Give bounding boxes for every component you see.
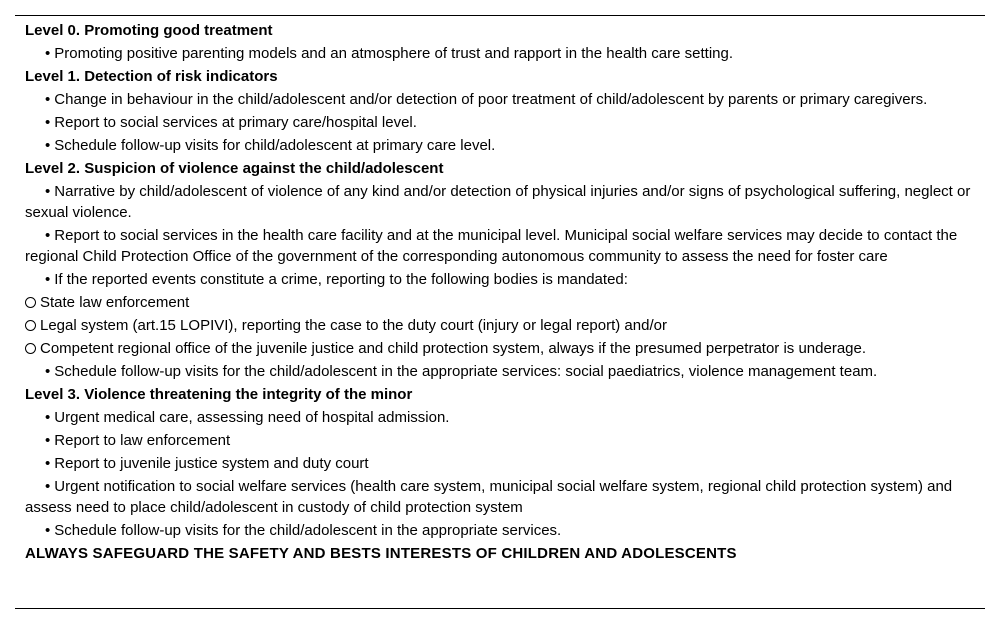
sub-list-item [25,337,975,360]
bullet-icon: • [45,114,51,131]
safeguard-footer: ALWAYS SAFEGUARD THE SAFETY AND BESTS INTERESTS OF CHILDREN AND ADOLESCENTS [25,545,737,562]
level-3-heading: Level 3. Violence threatening the integrity of the minor [25,386,413,403]
list-item-text: Urgent notification to social welfare services (health care system, municipal social welfare system, regional child protection system) and assess need to place child/adolescent in custody of child protection system [25,478,953,516]
list-item [25,452,975,475]
list-item-text: Schedule follow-up visits for the child/adolescent in the appropriate services. [54,522,562,539]
list-item [25,111,975,134]
bullet-icon: • [45,45,51,62]
bullet-icon: • [45,409,51,426]
bullet-icon: • [45,432,51,449]
list-item-text: Report to juvenile justice system and duty court [54,455,369,472]
list-item [25,360,975,383]
list-item-text: Urgent medical care, assessing need of hospital admission. [54,409,450,426]
list-item-text: Report to law enforcement [54,432,231,449]
circle-bullet-icon [25,343,36,354]
list-item-text: Schedule follow-up visits for child/adolescent at primary care level. [54,137,496,154]
list-item-text: Report to social services in the health care facility and at the municipal level. Municipal social welfare services may decide to contact the regional Child Protection Office of the government of the corresponding autonomous community to assess the need for foster care [25,227,958,265]
list-item-text: Schedule follow-up visits for the child/adolescent in the appropriate services: social paediatrics, violence management team. [54,363,878,380]
level-1-heading: Level 1. Detection of risk indicators [25,68,278,85]
level-0-heading: Level 0. Promoting good treatment [25,22,273,39]
bullet-icon: • [45,455,51,472]
bullet-icon: • [45,271,51,288]
bullet-icon: • [45,227,51,244]
circle-bullet-icon [25,320,36,331]
level-2-heading: Level 2. Suspicion of violence against the child/adolescent [25,160,444,177]
list-item-text: Promoting positive parenting models and an atmosphere of trust and rapport in the health care setting. [54,45,734,62]
bullet-icon: • [45,137,51,154]
sub-list-item-text: State law enforcement [40,294,190,311]
list-item [25,88,975,111]
list-item-text: Report to social services at primary care/hospital level. [54,114,417,131]
list-item [25,429,975,452]
list-item-text: If the reported events constitute a crime, reporting to the following bodies is mandated: [54,271,628,288]
list-item [25,180,975,224]
bullet-icon: • [45,522,51,539]
circle-bullet-icon [25,297,36,308]
sub-list-item [25,314,975,337]
list-item-text: Narrative by child/adolescent of violence of any kind and/or detection of physical injuries and/or signs of psychological suffering, neglect or sexual violence. [25,183,971,221]
protocol-table [15,15,985,609]
sub-list-item-text: Competent regional office of the juvenile justice and child protection system, always if the presumed perpetrator is underage. [40,340,867,357]
list-item-text: Change in behaviour in the child/adolescent and/or detection of poor treatment of child/adolescent by parents or primary caregivers. [54,91,928,108]
list-item [25,268,975,291]
sub-list-item-text: Legal system (art.15 LOPIVI), reporting the case to the duty court (injury or legal report) and/or [40,317,667,334]
sub-list-item [25,291,975,314]
bullet-icon: • [45,183,51,200]
list-item [25,475,975,519]
list-item [25,134,975,157]
bullet-icon: • [45,91,51,108]
list-item [25,406,975,429]
bullet-icon: • [45,478,51,495]
list-item [25,224,975,268]
bullet-icon: • [45,363,51,380]
list-item [25,42,975,65]
list-item [25,519,975,542]
